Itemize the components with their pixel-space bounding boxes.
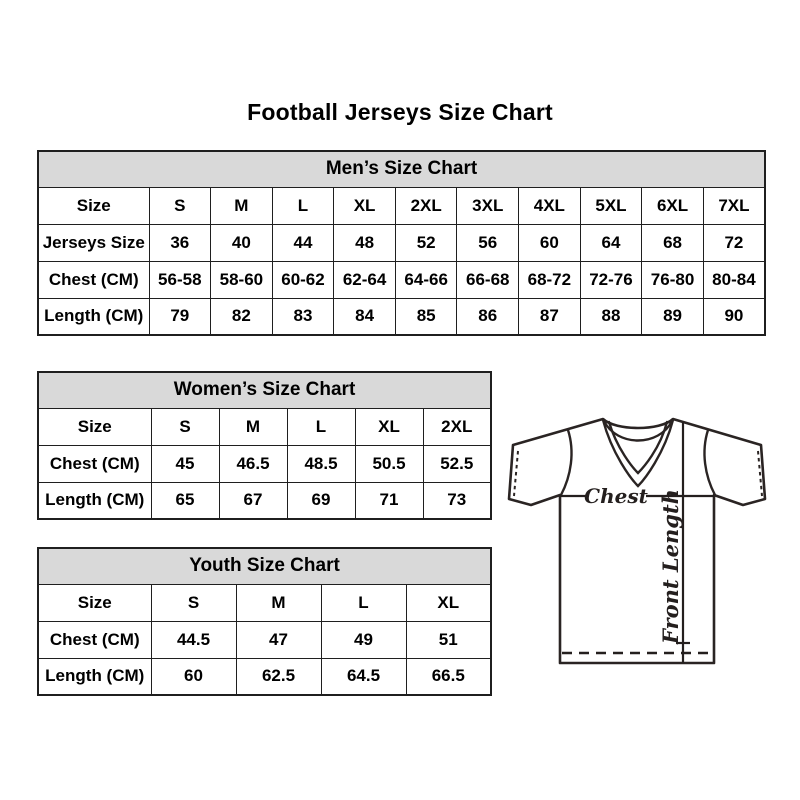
youth-table-title: Youth Size Chart (38, 548, 491, 584)
mens-size-table (37, 150, 766, 336)
size-value-cell: 48.5 (287, 445, 355, 482)
table-row (38, 445, 491, 482)
page-title: Football Jerseys Size Chart (247, 99, 553, 125)
size-value-cell: 62-64 (334, 261, 396, 298)
size-value-cell: 62.5 (236, 658, 321, 695)
size-value-cell: 76-80 (642, 261, 704, 298)
size-value-cell: 58-60 (211, 261, 273, 298)
table-row (38, 187, 765, 224)
size-value-cell: 7XL (703, 187, 765, 224)
size-value-cell: 73 (423, 482, 491, 519)
size-value-cell: 60 (151, 658, 236, 695)
row-label: Size (38, 408, 151, 445)
size-value-cell: 60-62 (272, 261, 334, 298)
size-value-cell: 56 (457, 224, 519, 261)
size-value-cell: 64.5 (321, 658, 406, 695)
size-value-cell: 90 (703, 298, 765, 335)
size-value-cell: XL (406, 584, 491, 621)
size-value-cell: 68-72 (519, 261, 581, 298)
size-value-cell: 51 (406, 621, 491, 658)
size-value-cell: 68 (642, 224, 704, 261)
chest-label: Chest (584, 484, 648, 508)
size-value-cell: S (149, 187, 211, 224)
size-value-cell: XL (334, 187, 396, 224)
front-length-label: Front Length (658, 489, 683, 644)
size-value-cell: 66.5 (406, 658, 491, 695)
size-value-cell: 88 (580, 298, 642, 335)
size-value-cell: 6XL (642, 187, 704, 224)
size-value-cell: 36 (149, 224, 211, 261)
size-value-cell: 4XL (519, 187, 581, 224)
jersey-outline-icon (509, 419, 765, 663)
size-value-cell: XL (355, 408, 423, 445)
table-row (38, 621, 491, 658)
size-value-cell: 79 (149, 298, 211, 335)
size-value-cell: 82 (211, 298, 273, 335)
size-value-cell: 64 (580, 224, 642, 261)
size-value-cell: 66-68 (457, 261, 519, 298)
size-value-cell: 48 (334, 224, 396, 261)
womens-size-table (37, 371, 492, 520)
size-value-cell: S (151, 408, 219, 445)
size-value-cell: 44.5 (151, 621, 236, 658)
row-label: Size (38, 584, 151, 621)
row-label: Length (CM) (38, 658, 151, 695)
size-value-cell: 2XL (423, 408, 491, 445)
size-value-cell: 2XL (395, 187, 457, 224)
row-label: Chest (CM) (38, 621, 151, 658)
row-label: Jerseys Size (38, 224, 149, 261)
mens-table-title: Men’s Size Chart (38, 151, 765, 187)
size-value-cell: 84 (334, 298, 396, 335)
size-value-cell: 85 (395, 298, 457, 335)
size-value-cell: L (272, 187, 334, 224)
size-value-cell: 86 (457, 298, 519, 335)
row-label: Length (CM) (38, 298, 149, 335)
size-value-cell: 45 (151, 445, 219, 482)
row-label: Size (38, 187, 149, 224)
size-value-cell: S (151, 584, 236, 621)
size-value-cell: 71 (355, 482, 423, 519)
size-value-cell: 60 (519, 224, 581, 261)
size-value-cell: 64-66 (395, 261, 457, 298)
size-value-cell: 89 (642, 298, 704, 335)
table-row (38, 482, 491, 519)
size-value-cell: 47 (236, 621, 321, 658)
size-value-cell: L (287, 408, 355, 445)
size-value-cell: L (321, 584, 406, 621)
size-value-cell: 83 (272, 298, 334, 335)
size-value-cell: 46.5 (219, 445, 287, 482)
row-label: Chest (CM) (38, 445, 151, 482)
size-value-cell: 3XL (457, 187, 519, 224)
table-row (38, 261, 765, 298)
table-row (38, 658, 491, 695)
size-value-cell: 65 (151, 482, 219, 519)
size-value-cell: M (211, 187, 273, 224)
row-label: Chest (CM) (38, 261, 149, 298)
size-value-cell: 67 (219, 482, 287, 519)
jersey-measurement-diagram (500, 400, 770, 670)
size-value-cell: 52 (395, 224, 457, 261)
size-value-cell: 40 (211, 224, 273, 261)
size-value-cell: 72 (703, 224, 765, 261)
size-value-cell: 56-58 (149, 261, 211, 298)
size-value-cell: 72-76 (580, 261, 642, 298)
size-value-cell: 5XL (580, 187, 642, 224)
size-value-cell: 52.5 (423, 445, 491, 482)
size-value-cell: M (236, 584, 321, 621)
size-value-cell: 80-84 (703, 261, 765, 298)
size-value-cell: 87 (519, 298, 581, 335)
row-label: Length (CM) (38, 482, 151, 519)
table-row (38, 584, 491, 621)
size-value-cell: 49 (321, 621, 406, 658)
table-row (38, 298, 765, 335)
size-value-cell: 69 (287, 482, 355, 519)
size-value-cell: M (219, 408, 287, 445)
size-value-cell: 44 (272, 224, 334, 261)
table-row (38, 408, 491, 445)
size-value-cell: 50.5 (355, 445, 423, 482)
youth-size-table (37, 547, 492, 696)
table-row (38, 224, 765, 261)
womens-table-title: Women’s Size Chart (38, 372, 491, 408)
